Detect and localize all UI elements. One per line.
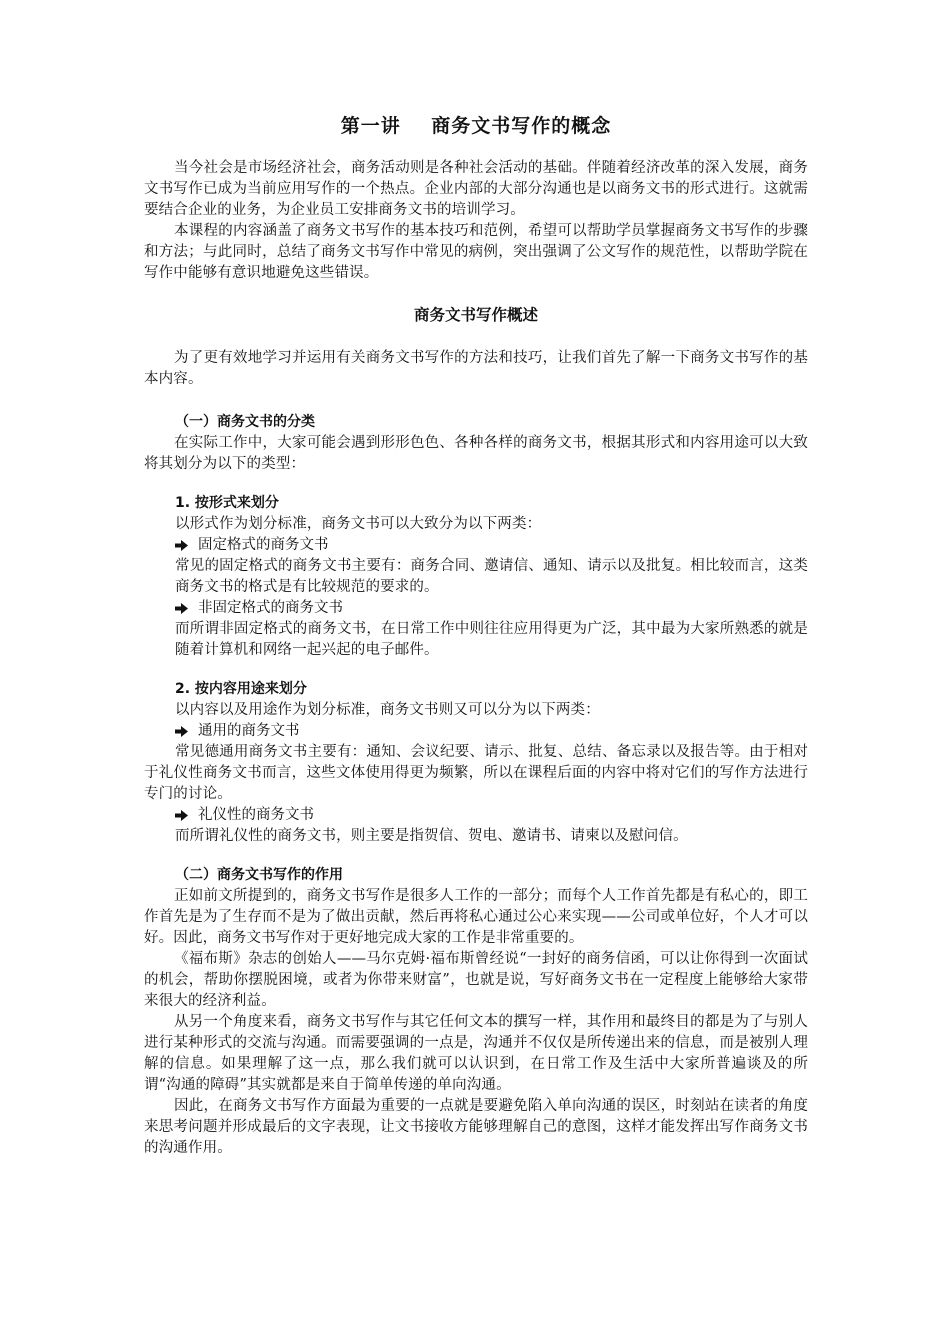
section2-paragraph-4: 因此，在商务文书写作方面最为重要的一点就是要避免陷入单向沟通的误区，时刻站在读者的角度来思考问题并形成最后的文字表现，让文书接收方能够理解自己的意图，这样才能发挥出写作商务文书的沟通作用。 xyxy=(144,1098,808,1156)
overview-heading: 商务文书写作概述 xyxy=(413,306,538,324)
section1-paragraph: 在实际工作中，大家可能会遇到形形色色、各种各样的商务文书，根据其形式和内容用途可以大致将其划分为以下的类型： xyxy=(144,435,808,472)
page-title: 第一讲 商务文书写作的概念 xyxy=(340,115,612,137)
arrow-right-icon xyxy=(175,810,188,821)
bullet-label: 礼仪性的商务文书 xyxy=(198,807,314,823)
sub2-bullet-2-text: 而所谓礼仪性的商务文书，则主要是指贺信、贺电、邀请书、请柬以及慰问信。 xyxy=(175,828,688,844)
arrow-right-icon xyxy=(175,726,188,737)
bullet-label: 固定格式的商务文书 xyxy=(198,537,329,553)
section2-heading: （二）商务文书写作的作用 xyxy=(175,867,343,883)
intro-paragraph-2: 本课程的内容涵盖了商务文书写作的基本技巧和范例，希望可以帮助学员掌握商务文书写作的步骤和方法；与此同时，总结了商务文书写作中常见的病例，突出强调了公文写作的规范性，以帮助学院在写作中能够有意识地避免这些错误。 xyxy=(144,223,808,281)
sub1-lead: 以形式作为划分标准，商务文书可以大致分为以下两类： xyxy=(175,516,542,532)
sub2-heading: 2. 按内容用途来划分 xyxy=(175,681,307,697)
sub1-bullet-1-text: 常见的固定格式的商务文书主要有：商务合同、邀请信、通知、请示以及批复。相比较而言，这类商务文书的格式是有比较规范的要求的。 xyxy=(175,558,808,595)
sub1-heading: 1. 按形式来划分 xyxy=(175,495,279,511)
sub2-lead: 以内容以及用途作为划分标准，商务文书则又可以分为以下两类： xyxy=(175,702,600,718)
section2-paragraph-2: 《福布斯》杂志的创始人——马尔克姆·福布斯曾经说“一封好的商务信函，可以让你得到一次面试的机会，帮助你摆脱困境，或者为你带来财富”，也就是说，写好商务文书在一定程度上能够给大家带来很大的经济利益。 xyxy=(144,951,808,1009)
overview-paragraph: 为了更有效地学习并运用有关商务文书写作的方法和技巧，让我们首先了解一下商务文书写作的基本内容。 xyxy=(144,350,808,387)
sub2-bullet-2 xyxy=(144,805,808,826)
document-page xyxy=(144,108,808,1159)
bullet-label: 通用的商务文书 xyxy=(198,723,300,739)
section1-heading: （一）商务文书的分类 xyxy=(175,414,315,430)
sub1-bullet-2-text: 而所谓非固定格式的商务文书，在日常工作中则往往应用得更为广泛，其中最为大家所熟悉的就是随着计算机和网络一起兴起的电子邮件。 xyxy=(175,621,808,658)
arrow-right-icon xyxy=(175,540,188,551)
section2-paragraph-1: 正如前文所提到的，商务文书写作是很多人工作的一部分；而每个人工作首先都是有私心的，即工作首先是为了生存而不是为了做出贡献，然后再将私心通过公心来实现——公司或单位好，个人才可以好。因此，商务文书写作对于更好地完成大家的工作是非常重要的。 xyxy=(144,888,808,946)
sub1-bullet-1 xyxy=(144,535,808,556)
arrow-right-icon xyxy=(175,603,188,614)
sub2-bullet-1 xyxy=(144,721,808,742)
section2-paragraph-3: 从另一个角度来看，商务文书写作与其它任何文本的撰写一样，其作用和最终目的都是为了与别人进行某种形式的交流与沟通。而需要强调的一点是，沟通并不仅仅是所传递出来的信息，而是被别人理解的信息。如果理解了这一点，那么我们就可以认识到，在日常工作及生活中大家所普遍谈及的所谓“沟通的障碍”其实就都是来自于简单传递的单向沟通。 xyxy=(144,1014,808,1093)
sub2-bullet-1-text: 常见德通用商务文书主要有：通知、会议纪要、请示、批复、总结、备忘录以及报告等。由于相对于礼仪性商务文书而言，这些文体使用得更为频繁，所以在课程后面的内容中将对它们的写作方法进行专门的讨论。 xyxy=(144,744,808,802)
bullet-label: 非固定格式的商务文书 xyxy=(198,600,343,616)
sub1-bullet-2 xyxy=(144,598,808,619)
intro-paragraph-1: 当今社会是市场经济社会，商务活动则是各种社会活动的基础。伴随着经济改革的深入发展，商务文书写作已成为当前应用写作的一个热点。企业内部的大部分沟通也是以商务文书的形式进行。这就需要结合企业的业务，为企业员工安排商务文书的培训学习。 xyxy=(144,160,808,218)
